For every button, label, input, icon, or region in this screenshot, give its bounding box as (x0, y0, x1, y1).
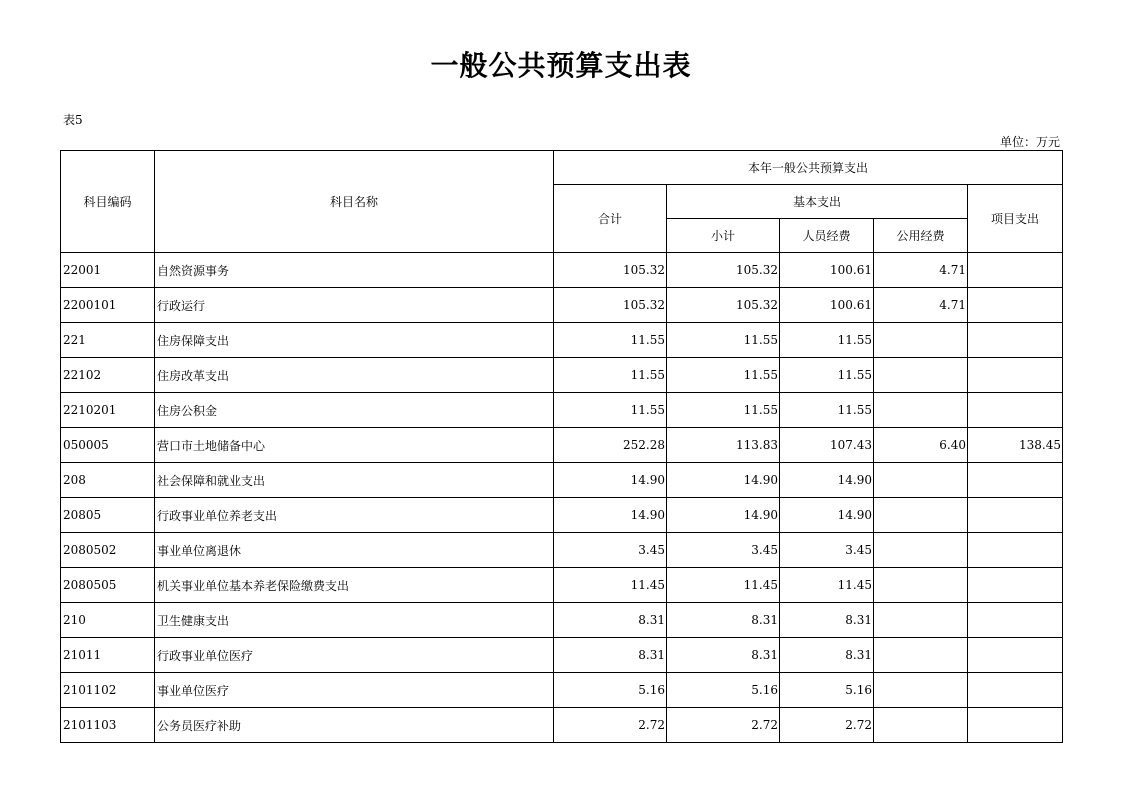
table-row (61, 568, 1063, 603)
cell-subtotal: 105.32 (667, 253, 780, 288)
header-personnel: 人员经费 (780, 219, 874, 253)
cell-total: 14.90 (554, 498, 667, 533)
cell-personnel: 8.31 (780, 638, 874, 673)
cell-code: 2200101 (61, 288, 155, 323)
cell-code: 208 (61, 463, 155, 498)
cell-project (968, 288, 1063, 323)
cell-personnel: 11.55 (780, 358, 874, 393)
cell-personnel: 8.31 (780, 603, 874, 638)
cell-subtotal: 14.90 (667, 463, 780, 498)
cell-code: 2080502 (61, 533, 155, 568)
page-title: 一般公共预算支出表 (430, 49, 692, 82)
cell-total: 11.55 (554, 393, 667, 428)
cell-project (968, 603, 1063, 638)
cell-public (874, 603, 968, 638)
cell-project (968, 638, 1063, 673)
table-row (61, 358, 1063, 393)
table-row (61, 253, 1063, 288)
cell-public (874, 358, 968, 393)
table-header (61, 151, 1063, 253)
cell-code: 2101102 (61, 673, 155, 708)
cell-project: 138.45 (968, 428, 1063, 463)
cell-subtotal: 8.31 (667, 638, 780, 673)
cell-name: 卫生健康支出 (155, 603, 554, 638)
cell-subtotal: 105.32 (667, 288, 780, 323)
cell-personnel: 14.90 (780, 498, 874, 533)
cell-code: 22102 (61, 358, 155, 393)
table-row (61, 428, 1063, 463)
table-row (61, 533, 1063, 568)
table-row (61, 708, 1063, 743)
cell-name: 住房保障支出 (155, 323, 554, 358)
cell-total: 2.72 (554, 708, 667, 743)
cell-project (968, 533, 1063, 568)
cell-personnel: 3.45 (780, 533, 874, 568)
header-project: 项目支出 (968, 185, 1063, 253)
cell-total: 252.28 (554, 428, 667, 463)
budget-table (60, 150, 1063, 743)
cell-code: 221 (61, 323, 155, 358)
cell-public: 4.71 (874, 288, 968, 323)
cell-total: 105.32 (554, 288, 667, 323)
header-group: 本年一般公共预算支出 (554, 151, 1063, 185)
cell-total: 8.31 (554, 603, 667, 638)
cell-personnel: 100.61 (780, 288, 874, 323)
cell-name: 行政事业单位养老支出 (155, 498, 554, 533)
header-total: 合计 (554, 185, 667, 253)
cell-public (874, 463, 968, 498)
cell-total: 14.90 (554, 463, 667, 498)
cell-total: 11.55 (554, 323, 667, 358)
table-row (61, 638, 1063, 673)
cell-subtotal: 11.45 (667, 568, 780, 603)
cell-subtotal: 11.55 (667, 323, 780, 358)
cell-public (874, 568, 968, 603)
cell-personnel: 11.55 (780, 393, 874, 428)
cell-subtotal: 14.90 (667, 498, 780, 533)
cell-name: 社会保障和就业支出 (155, 463, 554, 498)
cell-name: 行政事业单位医疗 (155, 638, 554, 673)
cell-personnel: 107.43 (780, 428, 874, 463)
cell-subtotal: 11.55 (667, 358, 780, 393)
cell-public (874, 533, 968, 568)
header-basic: 基本支出 (667, 185, 968, 219)
cell-project (968, 358, 1063, 393)
cell-total: 5.16 (554, 673, 667, 708)
cell-code: 2210201 (61, 393, 155, 428)
cell-personnel: 100.61 (780, 253, 874, 288)
header-code: 科目编码 (61, 151, 155, 253)
cell-public (874, 323, 968, 358)
cell-subtotal: 2.72 (667, 708, 780, 743)
cell-name: 事业单位离退休 (155, 533, 554, 568)
cell-name: 机关事业单位基本养老保险缴费支出 (155, 568, 554, 603)
table-row (61, 673, 1063, 708)
cell-total: 11.45 (554, 568, 667, 603)
cell-project (968, 393, 1063, 428)
cell-name: 公务员医疗补助 (155, 708, 554, 743)
table-row (61, 463, 1063, 498)
cell-code: 2080505 (61, 568, 155, 603)
cell-code: 22001 (61, 253, 155, 288)
cell-subtotal: 113.83 (667, 428, 780, 463)
cell-name: 住房公积金 (155, 393, 554, 428)
cell-total: 11.55 (554, 358, 667, 393)
cell-code: 2101103 (61, 708, 155, 743)
cell-total: 8.31 (554, 638, 667, 673)
table-row (61, 323, 1063, 358)
cell-personnel: 14.90 (780, 463, 874, 498)
cell-project (968, 568, 1063, 603)
table-row (61, 393, 1063, 428)
cell-project (968, 708, 1063, 743)
cell-public (874, 498, 968, 533)
cell-project (968, 463, 1063, 498)
cell-project (968, 323, 1063, 358)
cell-code: 050005 (61, 428, 155, 463)
cell-code: 20805 (61, 498, 155, 533)
cell-name: 行政运行 (155, 288, 554, 323)
cell-public: 4.71 (874, 253, 968, 288)
cell-project (968, 498, 1063, 533)
cell-total: 3.45 (554, 533, 667, 568)
cell-personnel: 2.72 (780, 708, 874, 743)
cell-project (968, 253, 1063, 288)
cell-personnel: 11.55 (780, 323, 874, 358)
cell-name: 住房改革支出 (155, 358, 554, 393)
cell-total: 105.32 (554, 253, 667, 288)
cell-public (874, 393, 968, 428)
table-row (61, 288, 1063, 323)
cell-subtotal: 8.31 (667, 603, 780, 638)
cell-subtotal: 3.45 (667, 533, 780, 568)
header-subtotal: 小计 (667, 219, 780, 253)
cell-public (874, 673, 968, 708)
cell-code: 21011 (61, 638, 155, 673)
unit-label: 单位：万元 (999, 135, 1060, 149)
cell-personnel: 5.16 (780, 673, 874, 708)
table-row (61, 603, 1063, 638)
header-name: 科目名称 (155, 151, 554, 253)
cell-subtotal: 5.16 (667, 673, 780, 708)
cell-code: 210 (61, 603, 155, 638)
table-body (61, 253, 1063, 743)
table-number: 表5 (63, 113, 83, 127)
cell-personnel: 11.45 (780, 568, 874, 603)
cell-public: 6.40 (874, 428, 968, 463)
header-public: 公用经费 (874, 219, 968, 253)
cell-name: 营口市土地储备中心 (155, 428, 554, 463)
table-row (61, 498, 1063, 533)
cell-public (874, 708, 968, 743)
cell-name: 自然资源事务 (155, 253, 554, 288)
cell-subtotal: 11.55 (667, 393, 780, 428)
cell-name: 事业单位医疗 (155, 673, 554, 708)
cell-public (874, 638, 968, 673)
cell-project (968, 673, 1063, 708)
